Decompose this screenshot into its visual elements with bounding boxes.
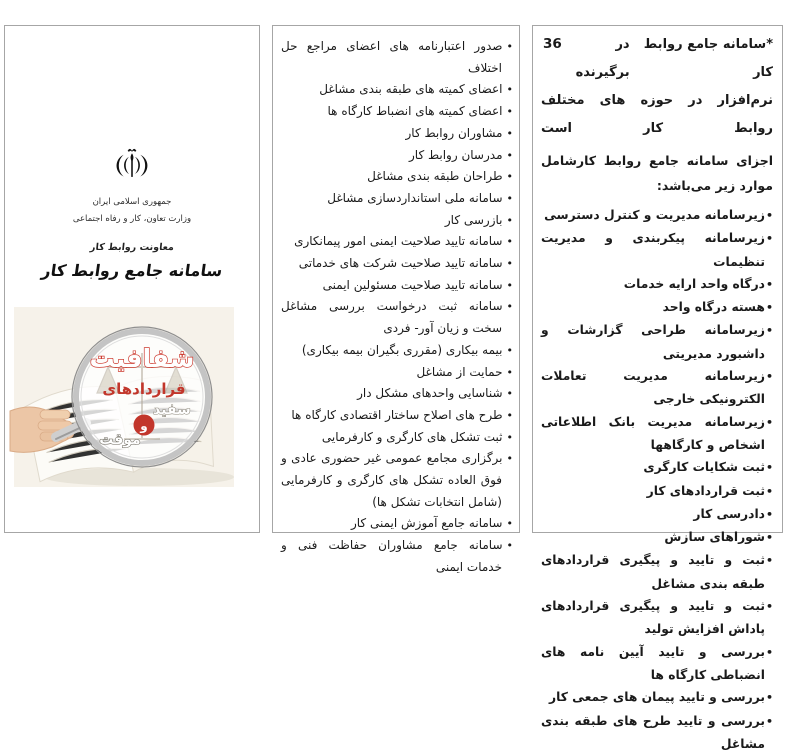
bullet-icon: •	[765, 209, 773, 222]
bullet-icon: •	[506, 517, 513, 531]
list-item-text: ثبت و تایید و پیگیری قراردادهای طبقه بندی مشاغل	[541, 553, 765, 591]
list-item-text: اعضای کمیته های طبقه بندی مشاغل	[319, 82, 503, 97]
bullet-icon: •	[765, 645, 773, 659]
list-item-text: دادرسی کار	[693, 506, 765, 521]
bullet-icon: •	[506, 148, 513, 162]
list-item-text: صدور اعتبارنامه های اعضای مراجع حل اختلاف	[281, 39, 503, 75]
list-item-text: زیرسامانه مدیریت و کنترل دسترسی	[544, 208, 765, 222]
list-item-text: درگاه واحد ارایه خدمات	[623, 276, 765, 291]
list-item	[281, 383, 513, 405]
list-item	[281, 275, 513, 297]
list-item-text: حمایت از مشاغل	[416, 364, 503, 379]
transparency-illustration	[14, 307, 234, 487]
list-item	[281, 535, 513, 578]
left-panel	[4, 25, 260, 533]
list-item	[281, 210, 513, 232]
list-item	[281, 362, 513, 384]
list-item-text: بررسی و تایید طرح های طبقه بندی مشاغل	[541, 713, 765, 751]
illustration-word-and: و	[140, 419, 148, 433]
bullet-icon: •	[765, 714, 773, 728]
list-item-text: سامانه تایید صلاحیت ایمنی امور پیمانکاری	[294, 234, 503, 249]
list-item	[541, 319, 773, 365]
header-line2: نرم‌افزار در حوزه های مختلف روابط کار است	[541, 93, 773, 136]
list-item-text: زیرسامانه مدیریت بانک اطلاعاتی اشخاص و کارگاهها	[541, 414, 765, 452]
list-item	[541, 710, 773, 755]
list-item	[541, 204, 773, 227]
list-item	[281, 36, 513, 79]
list-item	[281, 427, 513, 449]
list-item	[541, 480, 773, 503]
list-item	[541, 273, 773, 296]
bullet-icon: •	[506, 257, 513, 271]
bullet-icon: •	[765, 600, 773, 614]
middle-items-list	[281, 36, 513, 579]
bullet-icon: •	[506, 126, 513, 140]
list-item-text: بررسی و تایید پیمان های جمعی کار	[549, 690, 765, 705]
list-item-text: سامانه تایید صلاحیت شرکت های خدماتی	[298, 256, 503, 271]
list-item	[541, 641, 773, 687]
list-item-text: زیرسامانه طراحی گزارشات و داشبورد مدیریتی	[541, 323, 765, 361]
right-column	[532, 25, 783, 751]
list-item-text: سامانه جامع آموزش ایمنی کار	[350, 516, 503, 531]
header-title: سامانه جامع روابط کار	[643, 37, 773, 80]
bullet-icon: •	[506, 213, 513, 227]
header-line1	[541, 30, 773, 87]
iran-emblem-icon	[112, 143, 152, 183]
bullet-icon: •	[506, 343, 513, 357]
list-item	[281, 448, 513, 513]
list-item	[541, 456, 773, 479]
list-item	[541, 503, 773, 526]
bullet-icon: •	[765, 531, 773, 545]
middle-column	[272, 25, 520, 574]
bullet-icon: •	[506, 452, 513, 466]
bullet-icon: •	[765, 507, 773, 521]
bullet-icon: •	[506, 387, 513, 401]
list-item	[541, 526, 773, 549]
list-item	[281, 231, 513, 253]
bullet-icon: •	[765, 461, 773, 475]
list-item-text: طراحان طبقه بندی مشاغل	[367, 169, 503, 184]
list-item-text: هسته درگاه واحد	[662, 300, 765, 315]
bullet-icon: •	[765, 554, 773, 568]
list-item	[281, 123, 513, 145]
list-item-text: شوراهای سازش	[664, 530, 765, 545]
list-item	[281, 166, 513, 188]
illustration-word-blank: سفید	[153, 402, 191, 418]
list-item	[541, 411, 773, 457]
list-item	[541, 296, 773, 319]
illustration-word-contracts: قراردادهای	[102, 380, 186, 398]
bullet-icon: •	[765, 691, 773, 705]
list-item-text: زیرسامانه مدیریت تعاملات الکترونیکی خارجی	[541, 369, 765, 407]
bullet-icon: •	[506, 40, 513, 53]
list-item-text: مدرسان روابط کار	[409, 147, 503, 162]
bullet-icon: •	[765, 370, 773, 384]
bullet-icon: •	[506, 278, 513, 292]
list-item	[541, 227, 773, 273]
list-item-text: اعضای کمیته های انضباط کارگاه ها	[327, 104, 503, 119]
software-count: 36	[543, 36, 562, 52]
list-item-text: شناسایی واحدهای مشکل دار	[357, 386, 503, 401]
list-item-text: بازرسی کار	[444, 212, 503, 227]
list-item	[541, 365, 773, 411]
list-item	[541, 549, 773, 595]
list-item-text: بررسی و تایید آیین نامه های انضباطی کارگاه ها	[541, 644, 765, 682]
intro-text: اجزای سامانه جامع روابط کارشامل موارد زیر می‌باشد:	[541, 153, 773, 193]
bullet-icon: •	[506, 539, 513, 553]
list-item-text: ثبت تشکل های کارگری و کارفرمایی	[321, 429, 503, 444]
list-item-text: سامانه جامع مشاوران حفاظت فنی و خدمات ایمنی	[281, 538, 503, 574]
bullet-icon: •	[506, 170, 513, 184]
bullet-icon: •	[506, 408, 513, 422]
list-item	[541, 686, 773, 709]
list-item-text: ثبت و تایید و پیگیری قراردادهای پاداش افزایش تولید	[541, 599, 765, 637]
bullet-icon: •	[506, 300, 513, 314]
bullet-icon: •	[506, 83, 513, 97]
list-item-text: طرح های اصلاح ساختار اقتصادی کارگاه ها	[291, 407, 503, 422]
ministry-name: وزارت تعاون، کار و رفاه اجتماعی	[72, 214, 192, 224]
list-item	[281, 253, 513, 275]
list-item	[281, 101, 513, 123]
bullet-icon: •	[765, 415, 773, 429]
illustration-word-transparency: شفافیت	[89, 344, 195, 373]
list-item	[541, 595, 773, 641]
bullet-icon: •	[765, 232, 773, 246]
list-item	[281, 405, 513, 427]
header-title-wrap	[630, 31, 773, 87]
list-item-text: زیرسامانه پیکربندی و مدیریت تنظیمات	[541, 231, 765, 269]
bullet-icon: •	[506, 235, 513, 249]
list-item-text: سامانه تایید صلاحیت مسئولین ایمنی	[322, 277, 503, 292]
bullet-icon: •	[506, 430, 513, 444]
department-name: معاونت روابط کار	[89, 242, 175, 253]
header-middle-phrase: در برگیرنده	[575, 37, 630, 80]
bullet-icon: •	[506, 365, 513, 379]
list-item	[281, 513, 513, 535]
list-item-text: سامانه ملی استانداردسازی مشاغل	[327, 190, 503, 205]
bullet-icon: •	[506, 191, 513, 205]
bullet-icon: •	[765, 484, 773, 498]
list-item	[281, 296, 513, 339]
list-item	[281, 145, 513, 167]
list-item-text: سامانه ثبت درخواست بررسی مشاغل سخت و زیان آور- فردی	[281, 299, 503, 336]
list-item	[281, 340, 513, 362]
illustration-word-temporary: موقت	[99, 432, 141, 448]
bullet-icon: •	[765, 301, 773, 315]
list-item-text: مشاوران روابط کار	[405, 125, 503, 140]
list-item-text: برگزاری مجامع عمومی غیر حضوری عادی و فوق العاده تشکل های کارگری و کارفرمایی (شامل انتخابات تشکل ها)	[281, 451, 503, 509]
list-item-text: بیمه بیکاری (مقرری بگیران بیمه بیکاری)	[301, 342, 503, 357]
right-items-list	[541, 204, 773, 755]
country-name: جمهوری اسلامی ایران	[92, 197, 172, 207]
list-item	[281, 79, 513, 101]
list-item-text: ثبت قراردادهای کار	[646, 483, 765, 498]
list-item-text: ثبت شکایات کارگری	[643, 460, 765, 475]
bullet-icon: •	[765, 277, 773, 291]
header-marker: *	[766, 37, 773, 52]
bullet-icon: •	[506, 105, 513, 119]
bullet-icon: •	[765, 324, 773, 338]
list-item	[281, 188, 513, 210]
system-title: سامانه جامع روابط کار	[40, 261, 224, 280]
